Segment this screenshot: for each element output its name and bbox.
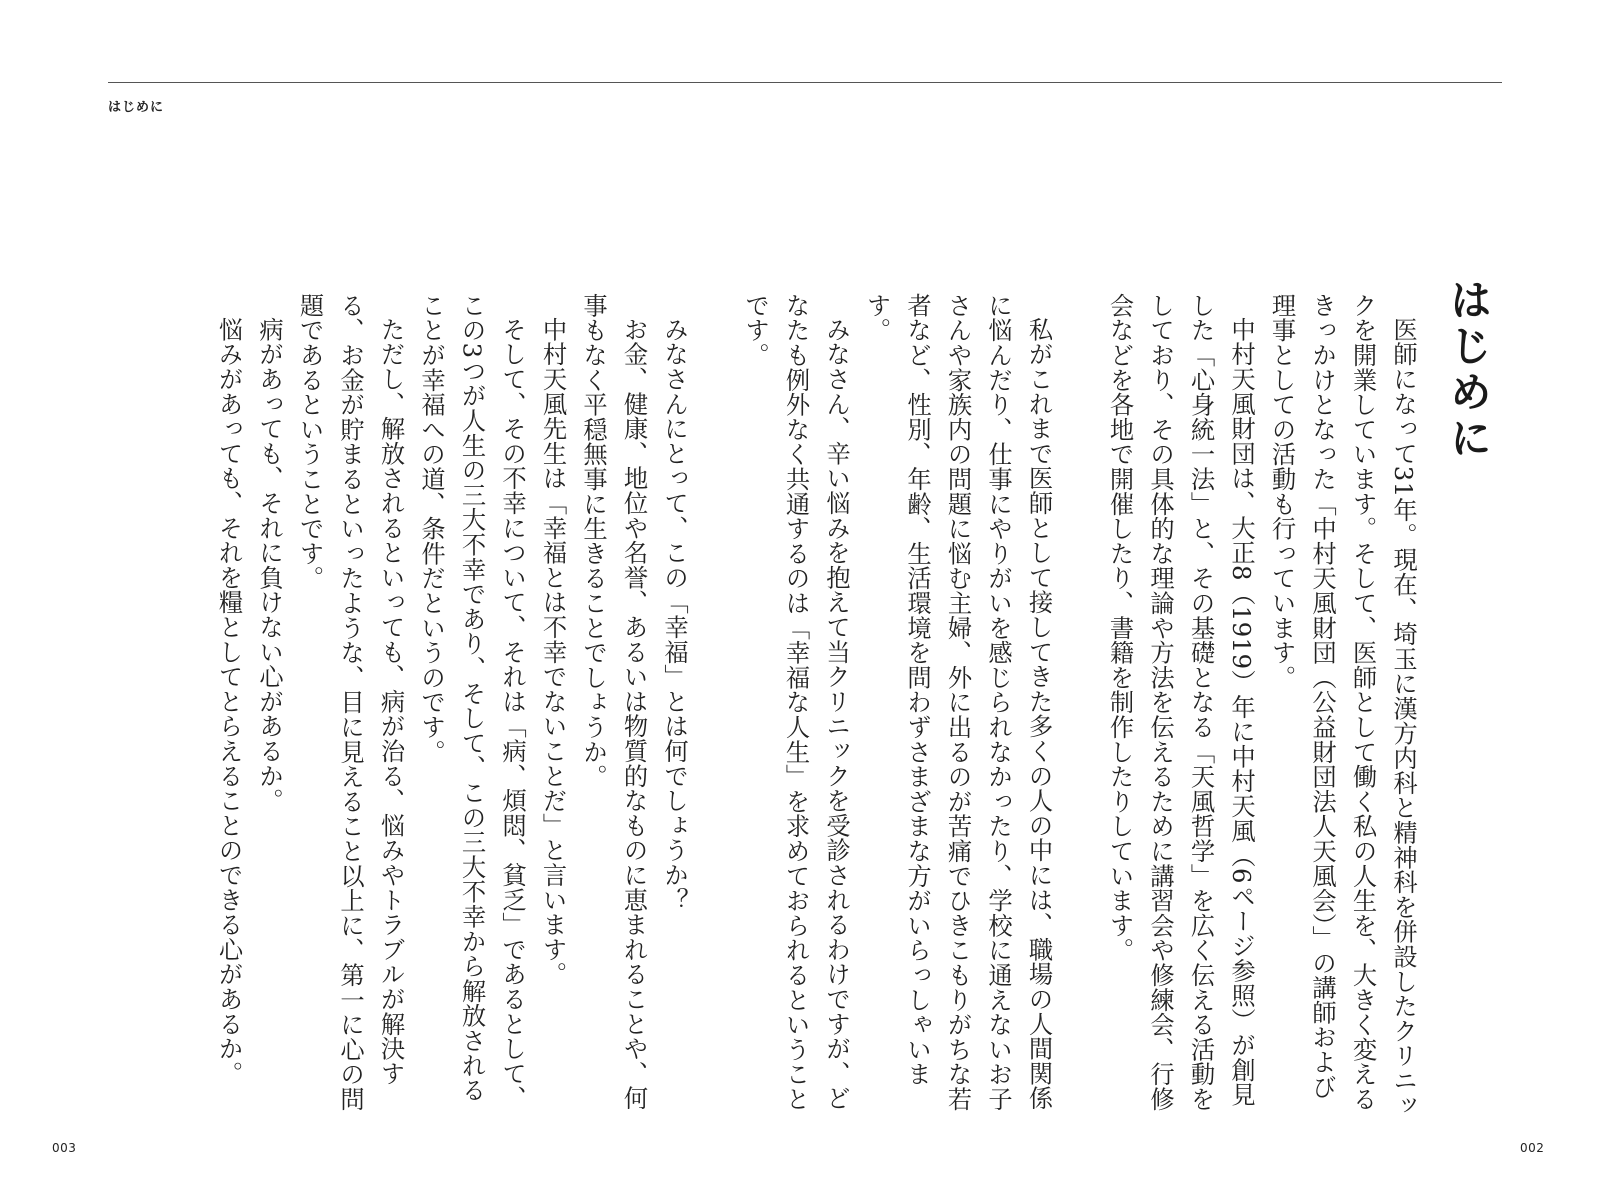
- paragraph: 医師になって31年。現在、埼玉に漢方内科と精神科を併設したクリニックを開業しています。そして、医師として働く私の人生を、大きく変えるきっかけとなった「中村天風財団（公益財団法人天風会）」の講師および理事としての活動も行っています。: [1267, 293, 1418, 1119]
- header-rule: [108, 82, 1502, 83]
- paragraph: 中村天風財団は、大正8（1919）年に中村天風（6ページ参照）が創見した「心身統一法」と、その基礎となる「天風哲学」を広く伝える活動をしており、その具体的な理論や方法を伝えるために講習会や修練会、行修会などを各地で開催したり、書籍を制作したりしています。: [1105, 293, 1256, 1112]
- paragraph: ただし、解放されるといっても、病が治る、悩みやトラブルが解決する、お金が貯まるといったような、目に見えること以上に、第一に心の問題であるということです。: [295, 293, 406, 1112]
- page-number-left: 003: [52, 1141, 77, 1155]
- paragraph: 中村天風先生は「幸福とは不幸でないことだ」と言います。: [538, 317, 568, 987]
- paragraph-spacer: [694, 293, 735, 1123]
- running-head: はじめに: [108, 100, 165, 115]
- paragraph: 悩みがあっても、それを糧としてとらえることのできる心があるか。: [214, 317, 244, 1087]
- paragraph: そして、その不幸について、それは「病、煩悶、貧乏」であるとして、この3つが人生の三大不幸であり、そして、この三大不幸から解放されることが幸福への道、条件だというのです。: [417, 293, 527, 1111]
- paragraph: みなさんにとって、この「幸福」とは何でしょうか？: [660, 317, 689, 913]
- paragraph-spacer: [1059, 293, 1100, 1123]
- chapter-title: はじめに: [1444, 278, 1493, 462]
- paragraph: みなさん、辛い悩みを抱えて当クリニックを受診されるわけですが、どなたも例外なく共通するのは「幸福な人生」を求めておられるということです。: [741, 293, 851, 1112]
- body-text: [208, 293, 1423, 1123]
- paragraph: 病があっても、それに負けない心があるか。: [255, 317, 284, 814]
- paragraph: お金、健康、地位や名誉、あるいは物質的なものに恵まれることや、何事もなく平穏無事に生きることでしょうか。: [579, 293, 649, 1111]
- page-number-right: 002: [1520, 1141, 1545, 1155]
- paragraph: 私がこれまで医師として接してきた多くの人の中には、職場の人間関係に悩んだり、仕事にやりがいを感じられなかったり、学校に通えないお子さんや家族内の問題に悩む主婦、外に出るのが苦痛でひきこもりがちな若者など、性別、年齢、生活環境を問わずさまざまな方がいらっしゃいます。: [862, 293, 1054, 1112]
